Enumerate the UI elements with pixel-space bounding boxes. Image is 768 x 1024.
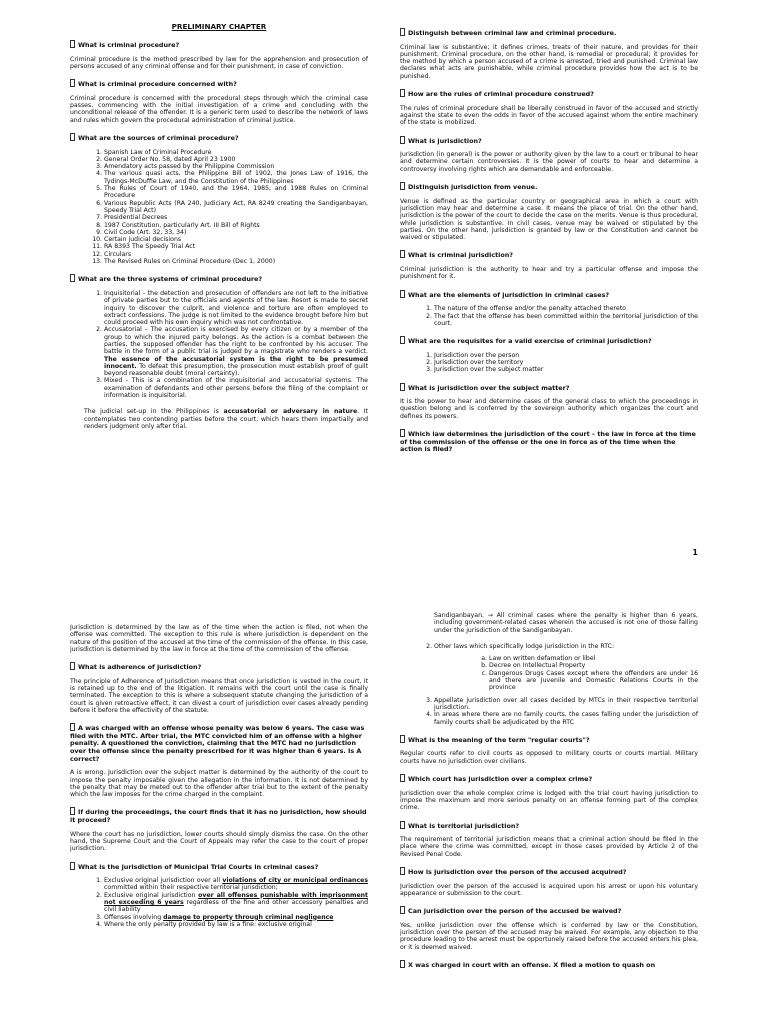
page2-left-column [70,624,368,1024]
bullet-box-icon [400,336,405,344]
list-item: 7. Presidential Decrees [104,214,368,221]
question-heading: A was charged with an offense whose penalty was below 6 years. The case was filed with the MTC. After trial, the MTC convicted him of an offense with a higher penalty. A questioned the conviction, claiming that the MTC had no jurisdiction over the offense since the penalty prescribed for it was higher than 6 years. Is A correct? [70,724,365,763]
answer-paragraph: It is the power to hear and determine cases of the general class to which the proceedings in question belong and is conferred by the sovereign authority which organizes the court and defines its powers. [400,398,698,420]
bullet-box-icon [70,40,75,48]
question-heading: What are the requisites for a valid exercise of criminal jurisdiction? [400,336,698,346]
question-heading: What are the sources of criminal procedure? [70,133,368,143]
list-item: 1. The nature of the offense and/or the penalty attached thereto [434,305,698,312]
list-item: 2. The fact that the offense has been committed within the territorial jurisdiction of the court. [434,313,698,328]
answer-paragraph: Venue is defined as the particular country or geographical area in which a court with jurisdiction may hear and determine a case. It means the place of trial. On the other hand, jurisdiction is the power of the court to decide the case on the merits. Venue is thus procedural, while jurisdiction is substantive. In civil cases, venue may be waived or stipulated by the parties. On the other hand, jurisdiction is granted by law or the Constitution and cannot be waived or stipulated. [400,197,698,242]
chapter-heading: PRELIMINARY CHAPTER [171,22,267,31]
bullet-box-icon [70,133,75,141]
bullet-box-icon [70,723,75,731]
page1-right-column [400,28,698,558]
question-heading: What is the jurisdiction of Municipal Trial Courts in criminal cases? [70,862,368,872]
list-item: 6. Various Republic Acts (RA 240, Judiciary Act, RA 8249 creating the Sandiganbayan, Speedy Trial Act) [104,200,368,215]
question-heading: What are the elements of jurisdiction in criminal cases? [400,290,698,300]
list-item: 1. Jurisdiction over the person [434,352,698,359]
question-heading: Distinguish jurisdiction from venue. [400,182,698,192]
list-item: 4. The various quasi acts, the Philippine Bill of 1902, the Jones Law of 1916, the Tydings-McDuffie Law, and the Constitution of the Philippines [104,170,368,185]
answer-paragraph: Criminal law is substantive; it defines crimes, treats of their nature, and provides for their punishment. Criminal procedure, on the other hand, is remedial or procedural; it provides for the method by which a person accused of a crime is arrested, tried and punished. Criminal law declares what acts are punishable, while criminal procedure provides how the act is to be punished. [400,43,698,80]
answer-paragraph: Criminal jurisdiction is the authority to hear and try a particular offense and impose the punishment for it. [400,266,698,281]
bullet-box-icon [400,290,405,298]
list-item: 4. Where the only penalty provided by law is a fine: exclusive original [104,921,368,928]
bullet-box-icon [400,774,405,782]
bullet-box-icon [400,821,405,829]
bullet-box-icon [400,182,405,190]
sources-list [70,149,368,266]
list-item: 2. General Order No. 58, dated April 23 1900 [104,156,368,163]
list-item: 12. Circulars [104,251,368,258]
answer-paragraph: The principle of Adherence of Jurisdiction means that once jurisdiction is vested in the court, it is retained up to the end of the litigation. It remains with the court until the case is finally terminated. The exception to this is where a subsequent statute changing the jurisdiction of a court is given retroactive effect, it can divest a court of jurisdiction over cases already pending before it before the effectivity of the statute. [70,677,368,714]
question-heading: What are the three systems of criminal procedure? [70,274,368,284]
answer-paragraph: Jurisdiction (in general) is the power or authority given by the law to a court or tribunal to hear and determine certain controversies. It is the power of courts to hear and determine a controversy involving rights which are demandable and enforceable. [400,151,698,173]
question-heading: Which court has jurisdiction over a complex crime? [400,774,698,784]
question-heading: Which law determines the jurisdiction of the court – the law in force at the time of the commission of the offense or the one in force as of the time when the action is filed? [400,430,696,454]
list-item: 2. Other laws which specifically lodge jurisdiction in the RTC: a. Law on written defamation or libel b. Decree on Intellectual Property c. Dangerous Drugs Cases except where the offenders are under 16 and there are Juvenile and Domestic Relations Courts in the province [434,643,698,692]
list-item: 4. In areas where there are no family courts, the cases falling under the jurisdiction of family courts shall be adjudicated by the RTC [434,711,698,726]
answer-paragraph: Jurisdiction is determined by the law as of the time when the action is filed, not when the offense was committed. The exception to this rule is where jurisdiction is dependent on the nature of the position of the accused at the time of the commission of the offense. In this case, jurisdiction is determined by the law in force at the time of the commission of the offense. [70,624,368,653]
question-heading: What is adherence of jurisdiction? [70,662,368,672]
list-item: 2. Jurisdiction over the territory [434,359,698,366]
answer-paragraph: The judicial set-up in the Philippines is accusatorial or adversary in nature. It contemplates two contending parties before the court, which hears them impartially and renders judgment only after trial. [84,408,368,430]
page2-right-column [400,612,698,1024]
bullet-box-icon [70,274,75,282]
answer-paragraph: Where the court has no jurisdiction, lower courts should simply dismiss the case. On the other hand, the Supreme Court and the Court of Appeals may refer the case to the court of proper jurisdiction. [70,830,368,853]
list-item: 11. RA 8393 The Speedy Trial Act [104,243,368,250]
question-heading: What is the meaning of the term "regular courts"? [400,735,698,745]
list-item: 2. Accusatorial – The accusation is exercised by every citizen or by a member of the group to which the injured party belongs. As the action is a combat between the parties, the supposed offender has the right to be confronted by his accuser. The battle in the form of a public trial is judged by a magistrate who renders a verdict. The essence of the accusatorial system is the right to be presumed innocent. To defeat this presumption, the prosecution must establish proof of guilt beyond reasonable doubt (moral certainty). [104,326,368,377]
list-item: 3. Amendatory acts passed by the Philippine Commission [104,163,368,170]
page-number: 1 [692,548,698,557]
bullet-box-icon [400,250,405,258]
list-item: 10. Certain judicial decisions [104,236,368,243]
list-item: 1. Exclusive original jurisdiction over all violations of city or municipal ordinances committed within their respective territorial jurisdiction; [104,877,368,892]
list-item: 3. Appellate jurisdiction over all cases decided by MTCs in their respective territorial jurisdiction. [434,697,698,712]
list-item: 5. The Rules of Court of 1940, and the 1964, 1985, and 1988 Rules on Criminal Procedure [104,185,368,200]
elements-list [400,305,698,327]
bullet-box-icon [70,662,75,670]
bullet-box-icon [400,383,405,391]
question-heading: X was charged in court with an offense. X filed a motion to quash on [400,960,698,970]
bullet-box-icon [70,807,75,815]
question-heading: What is territorial jurisdiction? [400,821,698,831]
list-item: 1. Inquisitorial – the detection and prosecution of offenders are not left to the initiative of private parties but to the officials and agents of the law. Resort is made to secret inquiry to discover the culprit, and violence and torture are often employed to extract confessions. The judge is not limited to the evidence brought before him but could proceed with his own inquiry which was not confrontative. [104,290,368,326]
answer-paragraph: Jurisdiction over the whole complex crime is lodged with the trial court having jurisdiction to impose the maximum and more serious penalty on an offense forming part of the complex crime. [400,789,698,812]
question-heading: What is criminal procedure concerned with? [70,79,368,89]
question-heading: Distinguish between criminal law and criminal procedure. [400,28,698,38]
list-item: a. Law on written defamation or libel [489,655,698,662]
requisites-list [400,352,698,374]
list-item: Sandiganbayan. → All criminal cases where the penalty is higher than 6 years, including government-related cases wherein the accused is not one of those falling under the jurisdiction of the Sandiganbayan. [434,612,698,634]
mtc-jurisdiction-list [70,877,368,928]
question-heading: Can jurisdiction over the person of the accused be waived? [400,906,698,916]
answer-paragraph: Regular courts refer to civil courts as opposed to military courts or courts martial. Military courts have no jurisdiction over civilians. [400,750,698,765]
bullet-box-icon [400,136,405,144]
rtc-continuation [400,612,698,634]
question-heading: What is jurisdiction over the subject matter? [400,383,698,393]
answer-paragraph: Criminal procedure is the method prescribed by law for the apprehension and prosecution of persons accused of any criminal offense and for their punishment, in case of conviction. [70,55,368,70]
list-item: 3. Mixed - This is a combination of the inquisitorial and accusatorial systems. The examination of defendants and other persons before the filing of the complaint or information is inquisitorial. [104,377,368,399]
page1-left-column [70,22,368,562]
bullet-box-icon [400,906,405,914]
list-item: 13. The Revised Rules on Criminal Procedure (Dec 1, 2000) [104,258,368,265]
bullet-box-icon [400,429,405,437]
bullet-box-icon [400,28,405,36]
question-heading: What is criminal procedure? [70,40,368,50]
rtc-jurisdiction-list [400,643,698,726]
list-item: 3. Offenses involving damage to property through criminal negligence [104,914,368,921]
answer-paragraph: The rules of criminal procedure shall be liberally construed in favor of the accused and strictly against the state to even the odds in favor of the accused against whom the entire machinery of the state is mobilized. [400,104,698,127]
answer-paragraph: Yes, unlike jurisdiction over the offense which is conferred by law or the Constitution, jurisdiction over the person of the accused may be waived. For example, any objection to the procedure leading to the arrest must be opportunely raised before the accused enters his plea, or it is deemed waived. [400,921,698,951]
list-item: 1. Spanish Law of Criminal Procedure [104,149,368,156]
question-heading: How is jurisdiction over the person of the accused acquired? [400,867,698,877]
answer-paragraph: The requirement of territorial jurisdiction means that a criminal action should be filed in the place where the crime was committed, except in those cases provided by Article 2 of the Revised Penal Code. [400,836,698,858]
list-item: 3. Jurisdiction over the subject matter [434,366,698,373]
question-heading: If during the proceedings, the court finds that it has no jurisdiction, how should it proceed? [70,808,367,825]
question-heading: What is criminal jurisdiction? [400,250,698,260]
rtc-sublist [434,655,698,691]
list-item: 8. 1987 Constitution, particularly Art. III Bill of Rights [104,222,368,229]
bullet-box-icon [400,867,405,875]
answer-paragraph: Jurisdiction over the person of the accused is acquired upon his arrest or upon his voluntary appearance or submission to the court. [400,882,698,897]
answer-paragraph: A is wrong. Jurisdiction over the subject matter is determined by the authority of the court to impose the penalty imposable given the allegation in the information. It is not determined by the penalty that may be meted out to the offender after trial but to the extent of the penalty which the law imposes for the crime charged in the complaint. [70,769,368,799]
list-item: b. Decree on Intellectual Property [489,662,698,669]
bullet-box-icon [70,79,75,87]
question-heading: What is jurisdiction? [400,136,698,146]
question-heading: How are the rules of criminal procedure construed? [400,89,698,99]
bullet-box-icon [400,89,405,97]
bullet-box-icon [70,862,75,870]
answer-paragraph: Criminal procedure is concerned with the procedural steps through which the criminal case passes, commencing with the initial investigation of a crime and concluding with the unconditional release of the offender. It is a generic term used to describe the network of laws and rules which govern the procedural administration of criminal justice. [70,94,368,124]
list-item: c. Dangerous Drugs Cases except where the offenders are under 16 and there are Juvenile and Domestic Relations Courts in the province [489,670,698,692]
bullet-box-icon [400,735,405,743]
list-item: 2. Exclusive original jurisdiction over all offenses punishable with imprisonment not exceeding 6 years regardless of the fine and other accessory penalties and civil liability [104,892,368,914]
page-2 [0,610,768,1024]
list-item: 9. Civil Code (Art. 32, 33, 34) [104,229,368,236]
systems-list [70,290,368,399]
bullet-box-icon [400,960,405,968]
